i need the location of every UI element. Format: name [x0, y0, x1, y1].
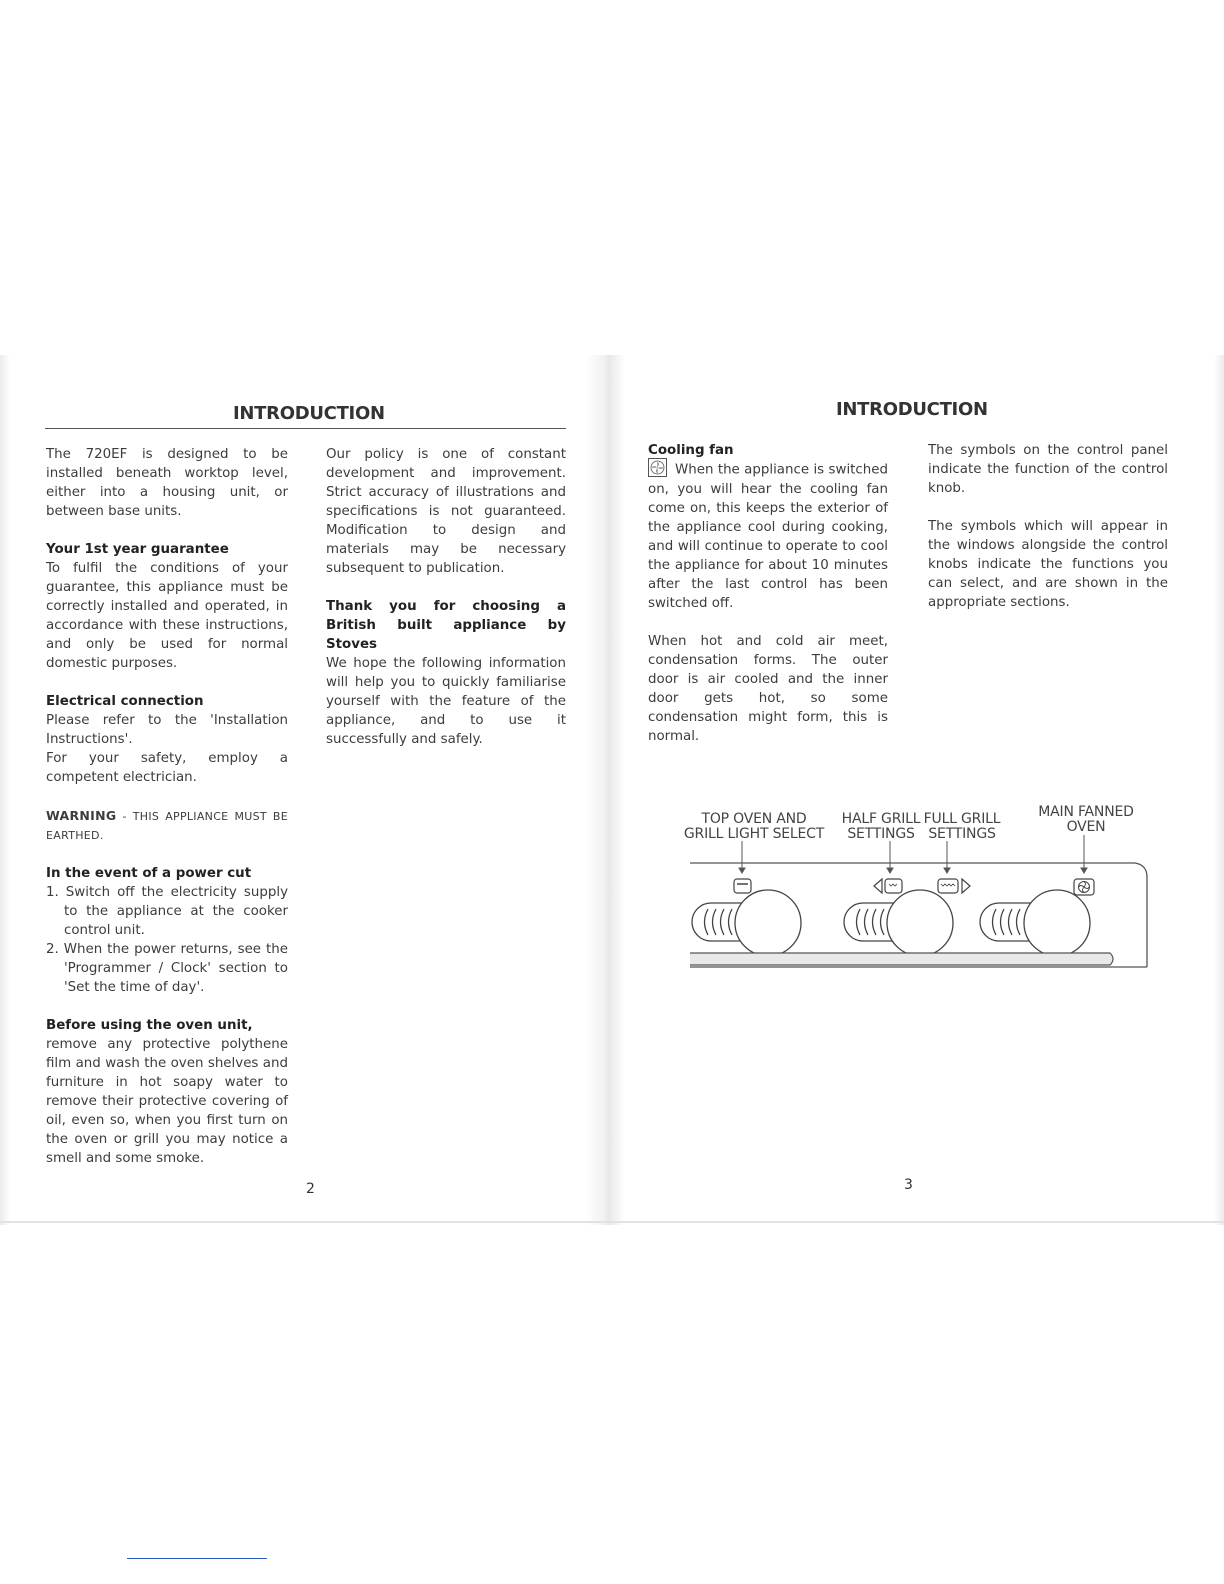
powercut-list: [46, 883, 288, 997]
before-use-text: remove any protective polythene film and wash the oven shelves and furniture in hot soapy water to remove their protective covering of oil, even so, when you first turn on the oven or grill you may notice a smell and some smoke.: [46, 1037, 288, 1166]
electrical-text-2: For your safety, employ a competent electrician.: [46, 751, 288, 785]
before-use-section: [46, 1016, 288, 1168]
left-column-2: [326, 445, 566, 768]
full-grill-symbol: [938, 879, 970, 893]
warning-text: - THIS APPLIANCE MUST BE EARTHED.: [46, 810, 288, 842]
control-panel-diagram: [680, 835, 1160, 975]
fan-icon: [648, 458, 667, 477]
cooling-fan-title: Cooling fan: [648, 443, 734, 458]
grill-light-symbol: [734, 879, 751, 893]
right-column-2: [928, 441, 1168, 631]
policy-paragraph: Our policy is one of constant development and improvement. Strict accuracy of illustrations and specifications is not guaranteed. Modification to design and materials may be necessary subsequent to publication.: [326, 447, 566, 576]
label-full-grill-line1: FULL GRILL: [923, 811, 1001, 827]
powercut-item-1: 1. Switch off the electricity supply to the appliance at the cooker control unit.: [46, 885, 288, 938]
fan-oven-symbol: [1074, 879, 1094, 895]
powercut-item-2: 2. When the power returns, see the 'Programmer / Clock' section to 'Set the time of day'.: [46, 942, 288, 995]
left-heading-rule: [45, 428, 566, 429]
powercut-section: [46, 864, 288, 997]
left-column-1: [46, 445, 288, 1187]
footer-link-line: [127, 1558, 267, 1559]
manual-spread: [0, 355, 1224, 1225]
label-half-grill-line2: SETTINGS: [847, 826, 915, 842]
right-page-number: 3: [904, 1177, 913, 1193]
label-main-oven-line1: MAIN FANNED: [1038, 804, 1134, 820]
thanks-text: We hope the following information will help you to quickly familiarise yourself with the feature of the appliance, and to use it successfully and safely.: [326, 656, 566, 747]
book-spine: [585, 355, 625, 1225]
warning-label: WARNING: [46, 808, 117, 823]
powercut-title: In the event of a power cut: [46, 866, 252, 881]
left-page-number: 2: [306, 1181, 315, 1197]
knob-top-oven[interactable]: [735, 890, 801, 956]
right-page-heading: INTRODUCTION: [836, 399, 988, 420]
right-page-edge: [1214, 355, 1224, 1225]
label-top-oven-line2: GRILL LIGHT SELECT: [683, 826, 825, 842]
knob-grill[interactable]: [887, 890, 953, 956]
spread-bottom-edge: [0, 1221, 1224, 1223]
label-half-grill-line1: HALF GRILL: [841, 811, 921, 827]
label-main-oven: [1026, 805, 1146, 835]
symbols-paragraph-1: The symbols on the control panel indicate the function of the control knob.: [928, 443, 1168, 496]
label-top-oven-line1: TOP OVEN AND: [701, 811, 807, 827]
right-column-1: [648, 441, 888, 765]
left-page-edge: [0, 355, 10, 1225]
thanks-title: Thank you for choosing a British built appliance by Stoves: [326, 599, 566, 652]
guarantee-section: [46, 540, 288, 673]
knob-main-oven[interactable]: [1024, 890, 1090, 956]
warning-notice: [46, 806, 288, 845]
electrical-title: Electrical connection: [46, 694, 204, 709]
electrical-text-1: Please refer to the 'Installation Instructions'.: [46, 713, 288, 747]
before-use-title: Before using the oven unit,: [46, 1018, 253, 1033]
left-page-heading: INTRODUCTION: [233, 403, 385, 424]
guarantee-title: Your 1st year guarantee: [46, 542, 229, 557]
electrical-section: [46, 692, 288, 787]
intro-paragraph: The 720EF is designed to be installed beneath worktop level, either into a housing unit, or between base units.: [46, 447, 288, 519]
cooling-fan-section: [648, 441, 888, 613]
cooling-fan-text: When the appliance is switched on, you will hear the cooling fan come on, this keeps the exterior of the appliance cool during cooking, and will continue to operate to cool the appliance for about 10 minutes after the last control has been switched off.: [648, 462, 888, 611]
condensation-paragraph: When hot and cold air meet, condensation forms. The outer door is air cooled and the inner door gets hot, so some condensation might form, this is normal.: [648, 633, 888, 744]
label-main-oven-line2: OVEN: [1066, 819, 1106, 835]
half-grill-symbol: [874, 879, 902, 893]
label-full-grill-line2: SETTINGS: [928, 826, 996, 842]
symbols-paragraph-2: The symbols which will appear in the windows alongside the control knobs indicate the functions you can select, and are shown in the appropriate sections.: [928, 519, 1168, 610]
guarantee-text: To fulfil the conditions of your guarantee, this appliance must be correctly installed and operated, in accordance with these instructions, and only be used for normal domestic purposes.: [46, 561, 288, 671]
thanks-section: [326, 597, 566, 749]
